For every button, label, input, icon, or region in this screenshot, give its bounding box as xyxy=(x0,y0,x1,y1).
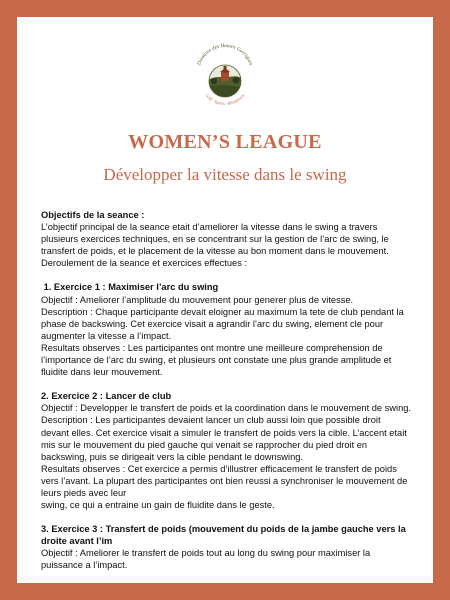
exercice-objectif: Objectif : Ameliorer le transfert de poids tout au long du swing pour maximiser la puissance a l’impact. xyxy=(41,548,371,571)
section-exercice-2 xyxy=(41,390,411,511)
section-exercice-1 xyxy=(41,281,411,378)
page-title: WOMEN’S LEAGUE xyxy=(128,131,322,153)
section-text: L’objectif principal de la seance etait d’ameliorer la vitesse dans le swing a travers plusieurs exercices techniques, en se concentrant sur la gestion de l’arc de swing, le transfert de poids, et le placement de la vitesse au bon moment dans le mouvement. Deroulement de la seance et exercices effectues : xyxy=(41,222,389,269)
logo-text-bottom: Golf · Sports · Résidences xyxy=(204,92,246,107)
section-heading: 2. Exercice 2 : Lancer de club xyxy=(41,391,172,402)
page-subtitle: Développer la vitesse dans le swing xyxy=(103,165,347,184)
logo-text-top: Domaine des Hautes Garrigues xyxy=(196,42,254,67)
section-exercice-3 xyxy=(41,523,411,571)
exercice-objectif: Objectif : Ameliorer l’amplitude du mouvement pour generer plus de vitesse. xyxy=(41,294,354,305)
section-objectifs xyxy=(41,209,411,269)
section-heading: Objectifs de la seance : xyxy=(41,210,145,220)
section-heading: 3. Exercice 3 : Transfert de poids (mouvement du poids de la jambe gauche vers la droite avant l’im xyxy=(41,524,406,547)
document-page xyxy=(17,17,433,583)
exercice-description: Description : Chaque participante devait eloigner au maximum la tete de club pendant la phase de backswing. Cet exercice visait a agrandir l’arc du swing, element cle pour augmenter la vitesse a l’impact. xyxy=(41,306,404,341)
domaine-logo-icon xyxy=(192,37,258,121)
svg-text:Domaine des Hautes Garrigues xyxy=(196,43,254,67)
exercice-paragraph: Objectif : Developper le transfert de poids et la coordination dans le mouvement de swing. Description : Les participantes devaient lancer un club aussi loin que possible droit devant elles. Cet exercice visait a simuler le transfert de poids vers la cible. L’accent etait mis sur le mouvement du pied gauche qui venait se rapprocher du pied droit en backswing, puis se dirigeait vers la cible pendant le downswing. xyxy=(41,403,412,462)
section-heading: 1. Exercice 1 : Maximiser l’arc du swing xyxy=(41,282,219,293)
exercice-paragraph: Resultats observes : Cet exercice a permis d’illustrer efficacement le transfert de poids vers l’avant. La plupart des participantes ont bien reussi a synchroniser le mouvement de leurs pieds avec leur xyxy=(41,463,408,498)
document-body xyxy=(41,209,411,583)
exercice-paragraph: swing, ce qui a entraine un gain de fluidite dans le geste. xyxy=(41,500,275,511)
exercice-resultats: Resultats observes : Les participantes ont montre une meilleure comprehension de l’importance de l’arc du swing, et plusieurs ont constate une plus grande amplitude et fluidite dans leur mouvement. xyxy=(41,342,392,378)
